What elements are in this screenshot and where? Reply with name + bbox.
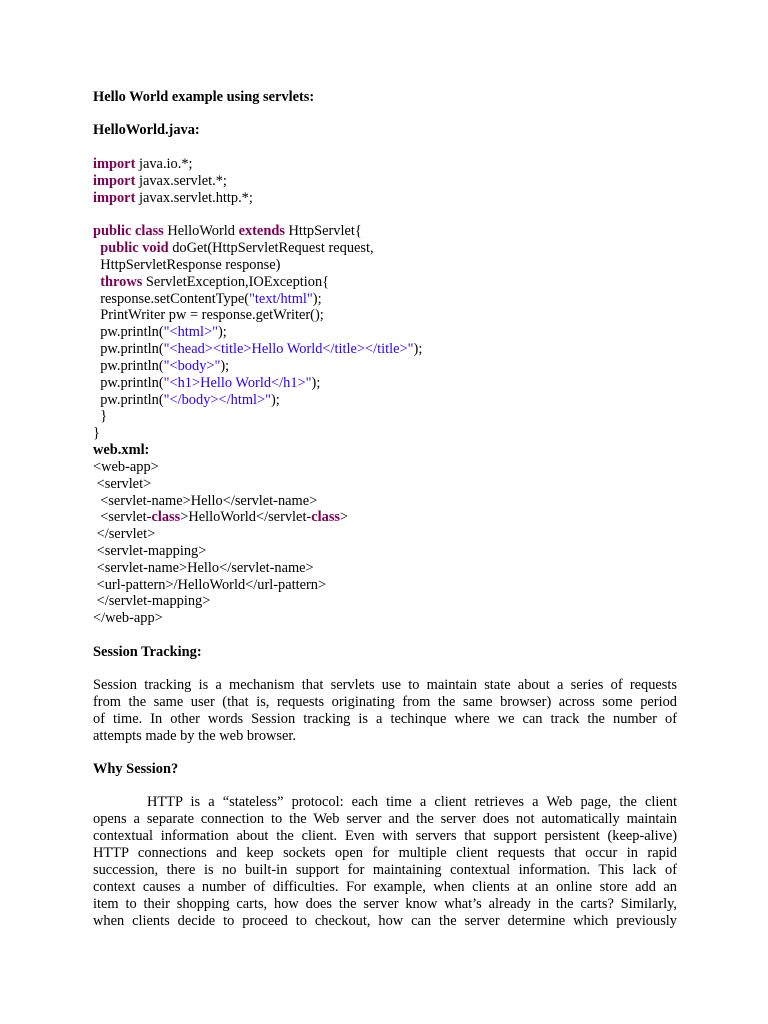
code-println-line: [93, 341, 422, 358]
code-text: );: [312, 291, 322, 307]
paragraph-line: context causes a number of difficulties. For example, when clients at an online store add an: [93, 879, 677, 895]
code-keyword: extends: [238, 223, 285, 239]
code-text: response.setContentType(: [93, 291, 250, 307]
code-text: javax.servlet.http.*;: [135, 190, 253, 206]
code-println-line: [93, 358, 229, 375]
xml-line: <servlet>: [93, 476, 152, 492]
xml-line: <servlet-mapping>: [93, 543, 207, 559]
code-import-line: [93, 190, 253, 207]
section-heading-why-session: Why Session?: [93, 761, 179, 777]
code-text: );: [311, 375, 321, 391]
paragraph-line: attempts made by the web browser.: [93, 728, 297, 744]
code-string: "<h1>Hello World</h1>": [163, 375, 312, 391]
code-keyword: class: [151, 509, 181, 525]
code-println-line: [93, 392, 280, 409]
code-println-line: [93, 324, 227, 341]
code-close-method: }: [93, 408, 108, 424]
paragraph-line: succession, there is no built-in support for maintaining contextual information. This lack of: [93, 862, 677, 878]
code-keyword: throws: [100, 274, 143, 290]
code-text: >HelloWorld</servlet-: [180, 509, 312, 525]
code-text: pw.println(: [93, 324, 164, 340]
code-string: "text/html": [249, 291, 313, 307]
code-text: );: [271, 392, 280, 408]
code-keyword: import: [93, 173, 136, 189]
code-text: java.io.*;: [135, 156, 193, 172]
code-keyword: import: [93, 190, 136, 206]
file-heading-web-xml: web.xml:: [93, 442, 150, 458]
code-throws-line: [93, 274, 329, 291]
xml-line: </web-app>: [93, 610, 163, 626]
xml-line: </servlet-mapping>: [93, 593, 211, 609]
xml-line: <servlet-name>Hello</servlet-name>: [93, 560, 314, 576]
xml-line: <url-pattern>/HelloWorld</url-pattern>: [93, 577, 327, 593]
code-line: HttpServletResponse response): [93, 257, 281, 273]
code-string: "<head><title>Hello World</title></title>": [163, 341, 414, 357]
code-string: "<body>": [163, 358, 221, 374]
section-heading-session-tracking: Session Tracking:: [93, 644, 202, 660]
code-close-class: }: [93, 425, 100, 441]
code-text: );: [413, 341, 423, 357]
code-text: ServletException,IOException{: [142, 274, 330, 290]
code-text: pw.println(: [93, 341, 164, 357]
xml-line: <servlet-name>Hello</servlet-name>: [93, 493, 318, 509]
paragraph-line: from the same user (that is, requests originating from the same browser) across some period: [93, 694, 677, 710]
code-method-declaration: [93, 240, 374, 257]
paragraph-line: of time. In other words Session tracking is a techinque where we can track the number of: [93, 711, 677, 727]
code-text: );: [220, 358, 230, 374]
xml-line: <web-app>: [93, 459, 159, 475]
file-heading-hello-world-java: HelloWorld.java:: [93, 122, 200, 138]
code-keyword: class: [311, 509, 341, 525]
code-println-line: [93, 375, 320, 392]
xml-line: </servlet>: [93, 526, 156, 542]
code-string: "</body></html>": [163, 392, 271, 408]
page-heading: Hello World example using servlets:: [93, 89, 315, 105]
code-string: "<html>": [163, 324, 218, 340]
code-line: PrintWriter pw = response.getWriter();: [93, 307, 324, 323]
code-set-content-type: [93, 291, 322, 308]
session-tracking-paragraph: [93, 677, 677, 745]
paragraph-line: contextual information about the client. Even with servers that support persistent (keep-alive): [93, 828, 677, 844]
paragraph-line: HTTP connections and keep sockets open for multiple client requests that occur in rapid: [93, 845, 677, 861]
code-text: HelloWorld: [163, 223, 239, 239]
code-text: HttpServlet{: [284, 223, 362, 239]
code-text: doGet(HttpServletRequest request,: [168, 240, 374, 256]
paragraph-line: Session tracking is a mechanism that servlets use to maintain state about a series of requests: [93, 677, 677, 693]
code-import-line: [93, 156, 193, 173]
paragraph-line: item to their shopping carts, how does the server know what’s already in the carts? Similarly,: [93, 896, 677, 912]
code-text: <servlet-: [93, 509, 152, 525]
code-text: pw.println(: [93, 375, 164, 391]
code-text: );: [218, 324, 227, 340]
code-text: javax.servlet.*;: [135, 173, 227, 189]
xml-servlet-class-line: [93, 509, 348, 526]
paragraph-line: opens a separate connection to the Web server and the server does not automatically maintain: [93, 811, 677, 827]
code-text: pw.println(: [93, 358, 164, 374]
code-keyword: import: [93, 156, 136, 172]
code-keyword: public void: [100, 240, 169, 256]
code-class-declaration: [93, 223, 362, 240]
code-import-line: [93, 173, 227, 190]
code-keyword: public class: [93, 223, 164, 239]
paragraph-line: when clients decide to proceed to checkout, how can the server determine which previously: [93, 913, 677, 929]
paragraph-line: HTTP is a “stateless” protocol: each time a client retrieves a Web page, the client: [147, 794, 677, 810]
code-text: pw.println(: [93, 392, 164, 408]
code-text: >: [340, 509, 349, 525]
why-session-paragraph: [93, 794, 677, 930]
